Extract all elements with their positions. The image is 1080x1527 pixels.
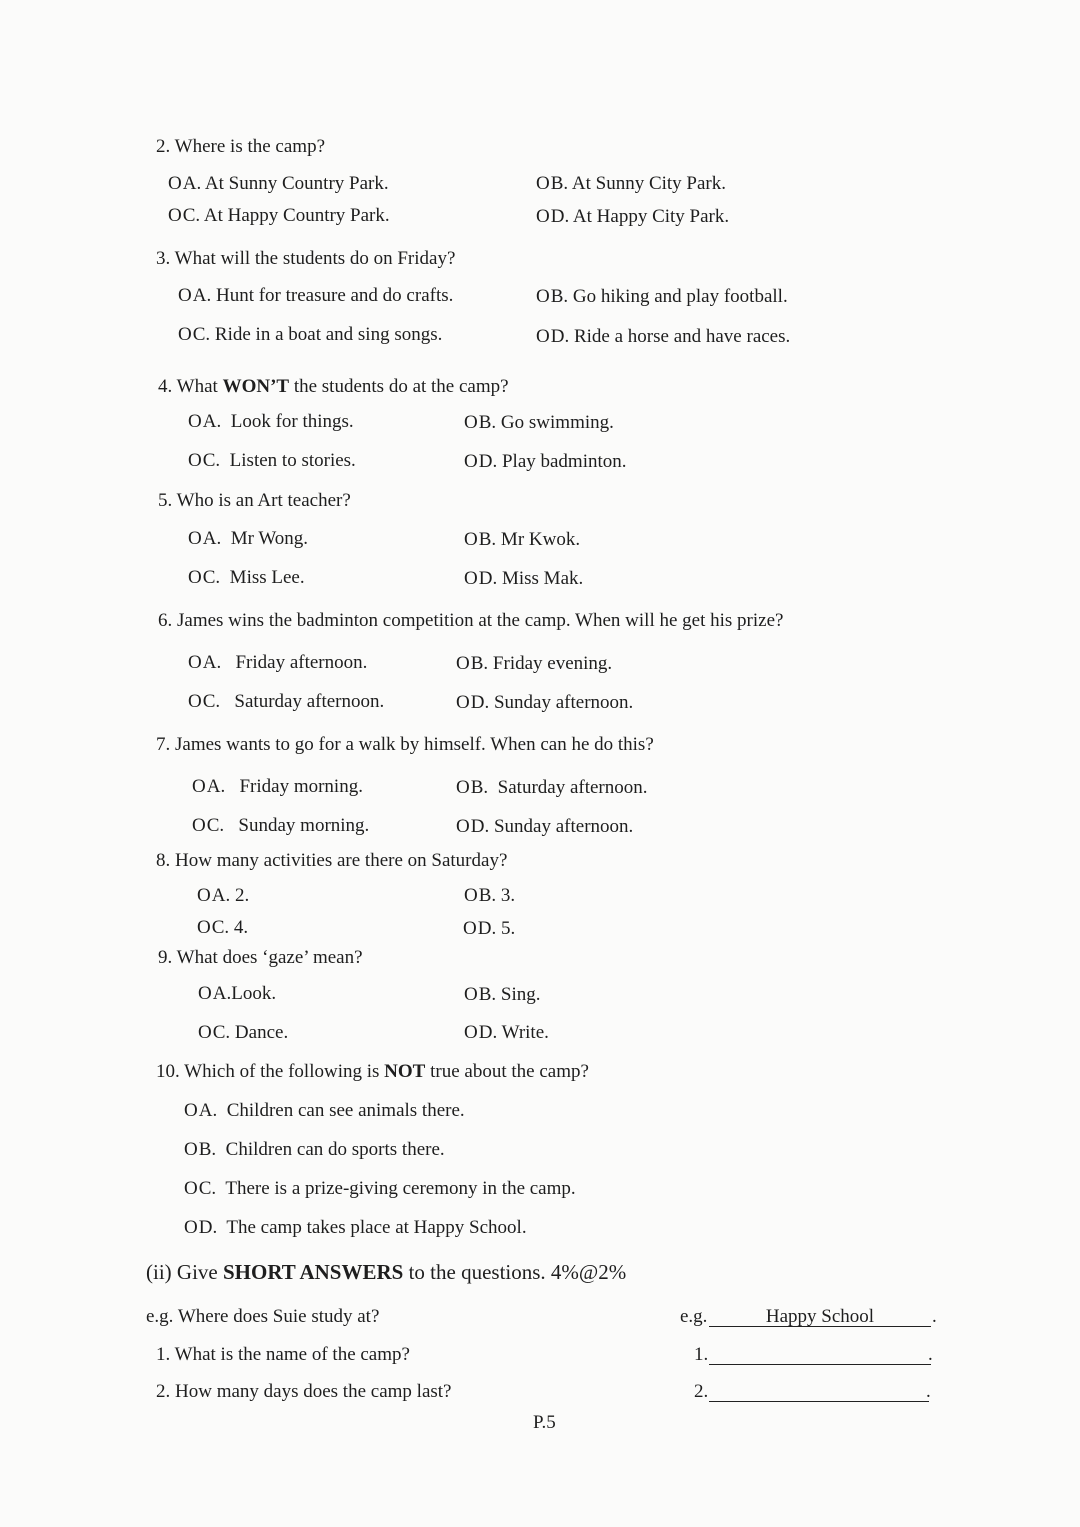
option-letter: A.	[182, 173, 202, 194]
radio-circle-icon[interactable]: O	[464, 984, 478, 1005]
option-letter: D.	[550, 326, 570, 347]
question-text: Which of the following is NOT true about the camp?	[184, 1061, 589, 1082]
radio-circle-icon[interactable]: O	[456, 777, 470, 798]
option-5a[interactable]	[188, 528, 308, 550]
question-text: James wants to go for a walk by himself. When can he do this?	[175, 734, 654, 755]
option-4c[interactable]	[188, 450, 356, 472]
option-text: Mr Wong.	[230, 528, 309, 549]
question-6	[158, 610, 783, 632]
option-letter: D.	[478, 568, 498, 589]
option-text: At Happy City Park.	[572, 206, 730, 227]
option-text: Saturday afternoon.	[497, 777, 648, 798]
question-number: 8.	[156, 850, 171, 871]
option-letter: C.	[192, 324, 211, 345]
short-question-2: 2. How many days does the camp last?	[156, 1381, 452, 1402]
radio-circle-icon[interactable]: O	[197, 885, 211, 906]
option-3c[interactable]	[178, 324, 442, 346]
option-5b[interactable]	[464, 529, 580, 551]
radio-circle-icon[interactable]: O	[197, 917, 211, 938]
page-number: P.5	[533, 1412, 556, 1433]
option-4b[interactable]	[464, 412, 614, 434]
question-number: 9.	[158, 947, 173, 968]
option-text: 5.	[500, 918, 516, 939]
option-8a[interactable]	[197, 885, 249, 907]
option-letter: C.	[202, 450, 221, 471]
question-5	[158, 490, 351, 512]
option-letter: B.	[198, 1139, 217, 1160]
option-text: Sunday afternoon.	[493, 816, 634, 837]
option-letter: B.	[470, 777, 489, 798]
option-text: Ride a horse and have races.	[573, 326, 791, 347]
option-letter: D.	[550, 206, 570, 227]
option-letter: A.	[202, 652, 222, 673]
radio-circle-icon[interactable]: O	[184, 1217, 198, 1238]
option-letter: B.	[478, 984, 497, 1005]
option-text: 3.	[500, 885, 516, 906]
radio-circle-icon[interactable]: O	[464, 885, 478, 906]
radio-circle-icon[interactable]: O	[192, 815, 206, 836]
section-heading: (ii) Give SHORT ANSWERS to the questions. 4%@2%	[146, 1260, 627, 1284]
option-letter: D.	[470, 692, 490, 713]
option-text: Go swimming.	[500, 412, 614, 433]
question-number: 6.	[158, 610, 173, 631]
option-text: Dance.	[234, 1022, 289, 1043]
option-letter: C.	[202, 691, 221, 712]
radio-circle-icon[interactable]: O	[188, 691, 202, 712]
question-9	[158, 947, 363, 969]
option-6d[interactable]	[456, 692, 633, 714]
option-letter: B.	[478, 529, 497, 550]
option-3d[interactable]	[536, 326, 790, 348]
option-letter: C.	[211, 917, 230, 938]
option-letter: C.	[198, 1178, 217, 1199]
option-letter: B.	[550, 173, 569, 194]
option-7b[interactable]	[456, 777, 648, 799]
option-text: 4.	[233, 917, 249, 938]
option-text: Children can see animals there.	[226, 1100, 465, 1121]
option-5d[interactable]	[464, 568, 583, 590]
option-text: At Happy Country Park.	[203, 205, 390, 226]
radio-circle-icon[interactable]: O	[456, 692, 470, 713]
option-9b[interactable]	[464, 984, 541, 1006]
radio-circle-icon[interactable]: O	[188, 652, 202, 673]
radio-circle-icon[interactable]: O	[456, 653, 470, 674]
option-letter: D.	[478, 451, 498, 472]
option-text: Hunt for treasure and do crafts.	[215, 285, 454, 306]
radio-circle-icon[interactable]: O	[188, 528, 202, 549]
short-answer-label: 2.	[694, 1381, 709, 1402]
radio-circle-icon[interactable]: O	[192, 776, 206, 797]
option-6a[interactable]	[188, 652, 367, 674]
question-8	[156, 850, 507, 872]
option-text: Sunday morning.	[238, 815, 370, 836]
option-letter: C.	[206, 815, 225, 836]
option-text: The camp takes place at Happy School.	[226, 1217, 527, 1238]
option-letter: D.	[198, 1217, 218, 1238]
option-letter: A.	[192, 285, 212, 306]
option-8d[interactable]	[463, 918, 515, 940]
radio-circle-icon[interactable]: O	[178, 285, 192, 306]
option-2d[interactable]	[536, 206, 729, 228]
short-answer-label: e.g.	[680, 1306, 708, 1327]
option-letter: B.	[478, 412, 497, 433]
option-text: Ride in a boat and sing songs.	[214, 324, 443, 345]
radio-circle-icon[interactable]: O	[536, 326, 550, 347]
short-question-example: e.g. Where does Suie study at?	[146, 1306, 380, 1327]
option-text: Miss Mak.	[501, 568, 584, 589]
question-number: 7.	[156, 734, 171, 755]
question-4	[158, 376, 509, 398]
radio-circle-icon[interactable]: O	[463, 918, 477, 939]
radio-circle-icon[interactable]: O	[188, 411, 202, 432]
option-text: Children can do sports there.	[225, 1139, 445, 1160]
option-text: Friday morning.	[239, 776, 363, 797]
option-4d[interactable]	[464, 451, 627, 473]
question-2	[156, 136, 325, 158]
option-text: Mr Kwok.	[500, 529, 581, 550]
radio-circle-icon[interactable]: O	[198, 983, 212, 1004]
radio-circle-icon[interactable]: O	[464, 568, 478, 589]
option-10c[interactable]	[184, 1178, 576, 1200]
radio-circle-icon[interactable]: O	[168, 205, 182, 226]
answer-line-1[interactable]	[709, 1364, 931, 1365]
option-text: Go hiking and play football.	[572, 286, 788, 307]
option-letter: A.	[206, 776, 226, 797]
option-letter: D.	[478, 1022, 498, 1043]
radio-circle-icon[interactable]: O	[456, 816, 470, 837]
option-10a[interactable]	[184, 1100, 465, 1122]
option-text: Play badminton.	[501, 451, 627, 472]
option-10d[interactable]	[184, 1217, 527, 1239]
answer-line-2[interactable]	[709, 1401, 929, 1402]
option-9a[interactable]	[198, 983, 276, 1005]
option-7a[interactable]	[192, 776, 363, 798]
option-letter: A.	[212, 983, 232, 1004]
option-text: Look for things.	[230, 411, 354, 432]
question-text: What WON’T the students do at the camp?	[176, 376, 509, 397]
question-number: 10.	[156, 1061, 180, 1082]
option-text: Sunday afternoon.	[493, 692, 634, 713]
option-2a[interactable]	[168, 173, 389, 195]
option-text: Saturday afternoon.	[234, 691, 385, 712]
option-7c[interactable]	[192, 815, 369, 837]
answer-end-period: .	[928, 1344, 933, 1365]
radio-circle-icon[interactable]: O	[184, 1139, 198, 1160]
option-2b[interactable]	[536, 173, 726, 195]
option-letter: B.	[478, 885, 497, 906]
radio-circle-icon[interactable]: O	[464, 1022, 478, 1043]
question-text: What does ‘gaze’ mean?	[176, 947, 363, 968]
question-number: 4.	[158, 376, 173, 397]
radio-circle-icon[interactable]: O	[188, 567, 202, 588]
example-answer: Happy School	[765, 1306, 875, 1327]
question-number: 5.	[158, 490, 173, 511]
option-text: Write.	[501, 1022, 549, 1043]
short-question-1: 1. What is the name of the camp?	[156, 1344, 410, 1365]
option-7d[interactable]	[456, 816, 633, 838]
option-9c[interactable]	[198, 1022, 288, 1044]
short-answer-label: 1.	[694, 1344, 709, 1365]
option-letter: A.	[202, 528, 222, 549]
option-text: Look.	[231, 983, 277, 1004]
option-8c[interactable]	[197, 917, 248, 939]
answer-end-period: .	[932, 1306, 937, 1327]
radio-circle-icon[interactable]: O	[536, 286, 550, 307]
option-text: At Sunny City Park.	[571, 173, 726, 194]
radio-circle-icon[interactable]: O	[198, 1022, 212, 1043]
option-text: Listen to stories.	[229, 450, 356, 471]
option-10b[interactable]	[184, 1139, 445, 1161]
radio-circle-icon[interactable]: O	[178, 324, 192, 345]
option-letter: C.	[202, 567, 221, 588]
radio-circle-icon[interactable]: O	[464, 529, 478, 550]
question-text: Who is an Art teacher?	[176, 490, 351, 511]
radio-circle-icon[interactable]: O	[464, 412, 478, 433]
radio-circle-icon[interactable]: O	[536, 173, 550, 194]
option-text: At Sunny Country Park.	[204, 173, 389, 194]
option-letter: B.	[550, 286, 569, 307]
radio-circle-icon[interactable]: O	[184, 1100, 198, 1121]
option-letter: A.	[198, 1100, 218, 1121]
option-5c[interactable]	[188, 567, 305, 589]
option-text: Miss Lee.	[229, 567, 305, 588]
question-number: 3.	[156, 248, 171, 269]
question-text: James wins the badminton competition at the camp. When will he get his prize?	[177, 610, 784, 631]
option-6c[interactable]	[188, 691, 384, 713]
option-text: Sing.	[500, 984, 541, 1005]
option-text: There is a prize-giving ceremony in the camp.	[225, 1178, 576, 1199]
radio-circle-icon[interactable]: O	[536, 206, 550, 227]
option-3b[interactable]	[536, 286, 788, 308]
option-text: 2.	[234, 885, 250, 906]
option-letter: C.	[182, 205, 201, 226]
option-letter: D.	[470, 816, 490, 837]
option-9d[interactable]	[464, 1022, 549, 1044]
option-text: Friday afternoon.	[235, 652, 368, 673]
question-text: What will the students do on Friday?	[174, 248, 456, 269]
option-letter: D.	[477, 918, 497, 939]
option-4a[interactable]	[188, 411, 354, 433]
option-6b[interactable]	[456, 653, 612, 675]
answer-end-period: .	[926, 1381, 931, 1402]
question-text: How many activities are there on Saturday?	[175, 850, 508, 871]
option-3a[interactable]	[178, 285, 453, 307]
option-letter: B.	[470, 653, 489, 674]
radio-circle-icon[interactable]: O	[188, 450, 202, 471]
option-2c[interactable]	[168, 205, 390, 227]
question-number: 2.	[156, 136, 171, 157]
question-7	[156, 734, 654, 756]
radio-circle-icon[interactable]: O	[464, 451, 478, 472]
radio-circle-icon[interactable]: O	[168, 173, 182, 194]
radio-circle-icon[interactable]: O	[184, 1178, 198, 1199]
option-letter: C.	[212, 1022, 231, 1043]
question-text: Where is the camp?	[174, 136, 326, 157]
option-text: Friday evening.	[492, 653, 613, 674]
option-letter: A.	[211, 885, 231, 906]
question-10	[156, 1061, 589, 1083]
question-3	[156, 248, 455, 270]
option-letter: A.	[202, 411, 222, 432]
option-8b[interactable]	[464, 885, 515, 907]
